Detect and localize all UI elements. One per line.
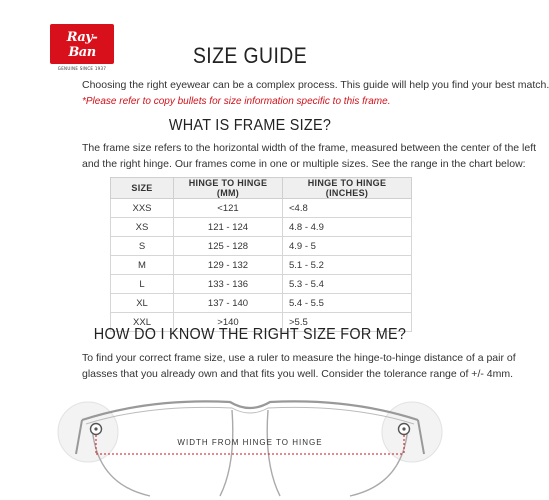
size-note: *Please refer to copy bullets for size information specific to this frame. xyxy=(82,96,391,107)
cell-size: XS xyxy=(111,218,174,237)
table-row xyxy=(111,218,412,237)
left-hinge-dot xyxy=(94,427,97,430)
cell-size: XXL xyxy=(111,313,174,332)
frame-top-bar-inner xyxy=(86,407,414,424)
table-row xyxy=(111,275,412,294)
table-row xyxy=(111,256,412,275)
cell-inches: 5.3 - 5.4 xyxy=(283,275,412,294)
cell-size: XL xyxy=(111,294,174,313)
cell-size: XXS xyxy=(111,199,174,218)
right-hinge-zoom-circle xyxy=(382,402,442,462)
header-size: SIZE xyxy=(111,178,174,199)
frame-size-description xyxy=(82,140,536,172)
section-heading-right-size: HOW DO I KNOW THE RIGHT SIZE FOR ME? xyxy=(93,326,407,343)
cell-mm: <121 xyxy=(174,199,283,218)
cell-mm: 125 - 128 xyxy=(174,237,283,256)
right-hinge-dot xyxy=(402,427,405,430)
table-row xyxy=(111,294,412,313)
section-heading-frame-size: WHAT IS FRAME SIZE? xyxy=(168,117,332,134)
table-header-row xyxy=(111,178,412,199)
measure-label: WIDTH FROM HINGE TO HINGE xyxy=(177,438,323,447)
cell-inches: 4.8 - 4.9 xyxy=(283,218,412,237)
cell-size: M xyxy=(111,256,174,275)
intro-text: Choosing the right eyewear can be a complex process. This guide will help you find your best match. xyxy=(82,79,549,91)
cell-inches: >5.5 xyxy=(283,313,412,332)
cell-mm: 137 - 140 xyxy=(174,294,283,313)
cell-inches: 5.1 - 5.2 xyxy=(283,256,412,275)
description-line: The frame size refers to the horizontal width of the frame, measured between the center of the left xyxy=(82,142,537,154)
header-inches: HINGE TO HINGE (INCHES) xyxy=(283,178,412,199)
cell-inches: 4.9 - 5 xyxy=(283,237,412,256)
header-mm: HINGE TO HINGE (MM) xyxy=(174,178,283,199)
logo-tagline: GENUINE SINCE 1937 xyxy=(57,66,107,71)
description-line: To find your correct frame size, use a ruler to measure the hinge-to-hinge distance of a pair of xyxy=(82,352,516,364)
description-line: and the right hinge. Our frames come in one or multiple sizes. See the range in the chart below: xyxy=(82,158,526,170)
cell-inches: 5.4 - 5.5 xyxy=(283,294,412,313)
cell-mm: 133 - 136 xyxy=(174,275,283,294)
page-title: SIZE GUIDE xyxy=(192,43,308,68)
table-row xyxy=(111,237,412,256)
right-size-description xyxy=(82,350,516,382)
frame-top-bar xyxy=(82,401,418,420)
cell-mm: >140 xyxy=(174,313,283,332)
logo-wordmark: Ray-Ban xyxy=(66,30,98,60)
cell-size: L xyxy=(111,275,174,294)
cell-mm: 121 - 124 xyxy=(174,218,283,237)
table-row xyxy=(111,199,412,218)
cell-size: S xyxy=(111,237,174,256)
description-line: glasses that you already own and that fits you well. Consider the tolerance range of +/- 4mm. xyxy=(82,368,514,380)
cell-mm: 129 - 132 xyxy=(174,256,283,275)
cell-inches: <4.8 xyxy=(283,199,412,218)
left-hinge-zoom-circle xyxy=(58,402,118,462)
size-chart-table xyxy=(110,177,412,332)
